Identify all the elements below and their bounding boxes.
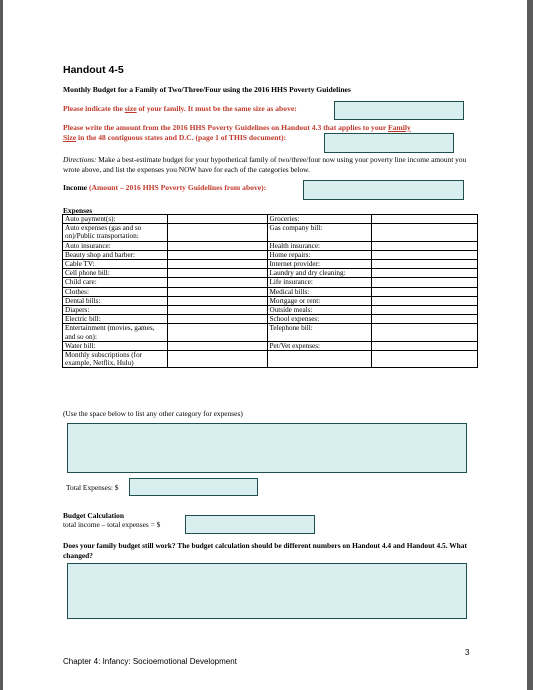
expense-row xyxy=(63,341,478,350)
expense-label-right: Gas company bill: xyxy=(267,224,372,241)
family-size-field[interactable] xyxy=(334,101,464,120)
expense-row xyxy=(63,306,478,315)
expense-amount-cell[interactable] xyxy=(372,306,478,315)
expenses-heading: Expenses xyxy=(63,206,93,215)
expense-row xyxy=(63,351,478,368)
amount-prompt-underlined-family: Family xyxy=(387,123,411,132)
total-expenses-label: Total Expenses: $ xyxy=(66,483,119,492)
expense-amount-cell[interactable] xyxy=(167,250,267,259)
expense-amount-cell[interactable] xyxy=(167,278,267,287)
expense-label-right: Laundry and dry cleaning: xyxy=(267,269,372,278)
expense-amount-cell[interactable] xyxy=(372,296,478,305)
expense-row xyxy=(63,296,478,305)
expense-label-left: Auto payment(s): xyxy=(63,215,168,224)
expense-amount-cell[interactable] xyxy=(372,250,478,259)
expense-amount-cell[interactable] xyxy=(167,341,267,350)
expense-amount-cell[interactable] xyxy=(167,260,267,269)
expense-label-right: Groceries: xyxy=(267,215,372,224)
expense-label-left: Monthly subscriptions (for example, Netflix, Hulu) xyxy=(63,351,168,368)
directions-label: Directions: xyxy=(63,155,97,164)
handout-title: Handout 4-5 xyxy=(63,64,124,76)
income-label: Income xyxy=(63,183,88,192)
size-prompt xyxy=(63,104,297,114)
expense-amount-cell[interactable] xyxy=(167,269,267,278)
expense-amount-cell[interactable] xyxy=(372,215,478,224)
expense-amount-cell[interactable] xyxy=(167,306,267,315)
expenses-table xyxy=(62,214,478,368)
expense-amount-cell[interactable] xyxy=(372,269,478,278)
income-label-line xyxy=(63,183,266,192)
expense-amount-cell[interactable] xyxy=(167,324,267,341)
amount-prompt-text-end: in the 48 contiguous states and D.C. (page 1 of THIS document): xyxy=(76,133,287,142)
expense-label-left: Clothes: xyxy=(63,287,168,296)
expense-row xyxy=(63,269,478,278)
amount-prompt-line1 xyxy=(63,123,411,133)
chapter-footer: Chapter 4: Infancy: Socioemotional Development xyxy=(63,657,237,666)
amount-prompt-text: Please write the amount from the 2016 HHS Poverty Guidelines on Handout 4.3 that applies to your xyxy=(63,123,388,132)
expense-amount-cell[interactable] xyxy=(167,215,267,224)
expense-label-right xyxy=(267,351,372,368)
directions-text: Make a best-estimate budget for your hypothetical family of two/three/four now using your poverty line income amount you wrote above, and list the expenses you NOW have for each of the categories below. xyxy=(63,155,467,174)
expense-amount-cell[interactable] xyxy=(167,315,267,324)
budget-calculation-field[interactable] xyxy=(185,515,315,534)
handout-subtitle: Monthly Budget for a Family of Two/Three/Four using the 2016 HHS Poverty Guidelines xyxy=(63,85,351,94)
expense-label-left: Cell phone bill: xyxy=(63,269,168,278)
expense-amount-cell[interactable] xyxy=(167,296,267,305)
other-expenses-label: (Use the space below to list any other category for expenses) xyxy=(63,409,243,418)
expense-row xyxy=(63,324,478,341)
expense-label-right: Internet provider: xyxy=(267,260,372,269)
expense-amount-cell[interactable] xyxy=(167,351,267,368)
expense-label-left: Entertainment (movies, games, and so on): xyxy=(63,324,168,341)
expense-label-left: Electric bill: xyxy=(63,315,168,324)
expense-amount-cell[interactable] xyxy=(372,260,478,269)
expense-label-right: Mortgage or rent: xyxy=(267,296,372,305)
expense-row xyxy=(63,215,478,224)
expense-amount-cell[interactable] xyxy=(372,287,478,296)
expense-amount-cell[interactable] xyxy=(372,224,478,241)
expense-row xyxy=(63,224,478,241)
expense-label-left: Cable TV: xyxy=(63,260,168,269)
expense-amount-cell[interactable] xyxy=(167,287,267,296)
budget-calculation-title: Budget Calculation xyxy=(63,511,124,520)
expense-label-right: Medical bills: xyxy=(267,287,372,296)
expense-label-left: Child care: xyxy=(63,278,168,287)
expense-label-right: Outside meals: xyxy=(267,306,372,315)
other-expenses-field[interactable] xyxy=(67,423,467,473)
size-prompt-text: Please indicate the xyxy=(63,104,125,113)
expense-amount-cell[interactable] xyxy=(372,341,478,350)
expense-row xyxy=(63,250,478,259)
expense-amount-cell[interactable] xyxy=(372,351,478,368)
budget-calculation-line: total income – total expenses = $ xyxy=(63,520,161,529)
total-expenses-field[interactable] xyxy=(129,478,258,496)
expense-amount-cell[interactable] xyxy=(372,315,478,324)
amount-prompt-line2 xyxy=(63,133,286,143)
size-prompt-text-end: of your family. It must be the same size as above: xyxy=(136,104,297,113)
expense-label-left: Dental bills: xyxy=(63,296,168,305)
directions xyxy=(63,155,483,175)
expense-label-right: Home repairs: xyxy=(267,250,372,259)
document-page xyxy=(3,0,527,690)
expense-amount-cell[interactable] xyxy=(167,224,267,241)
expense-amount-cell[interactable] xyxy=(372,278,478,287)
expense-label-right: Life insurance: xyxy=(267,278,372,287)
size-prompt-underlined: size xyxy=(124,104,137,113)
expense-label-right: Health insurance: xyxy=(267,241,372,250)
expense-label-right: School expenses: xyxy=(267,315,372,324)
expense-amount-cell[interactable] xyxy=(372,324,478,341)
page-number: 3 xyxy=(465,648,470,657)
expense-label-left: Diapers: xyxy=(63,306,168,315)
income-note: (Amount – 2016 HHS Poverty Guidelines from above): xyxy=(87,183,267,192)
expense-label-left: Beauty shop and barber: xyxy=(63,250,168,259)
expense-label-left: Auto insurance: xyxy=(63,241,168,250)
expense-label-right: Telephone bill: xyxy=(267,324,372,341)
expense-label-right: Pet/Vet expenses: xyxy=(267,341,372,350)
expense-label-left: Auto expenses (gas and so on)/Public transportation: xyxy=(63,224,168,241)
expense-amount-cell[interactable] xyxy=(167,241,267,250)
what-changed-field[interactable] xyxy=(67,563,467,619)
amount-prompt-underlined-size: Size xyxy=(63,133,77,142)
budget-question: Does your family budget still work? The budget calculation should be different numbers on Handout 4.4 and Handout 4.5. What changed? xyxy=(63,541,467,560)
expense-amount-cell[interactable] xyxy=(372,241,478,250)
expense-row xyxy=(63,278,478,287)
expense-row xyxy=(63,260,478,269)
expense-label-left: Water bill: xyxy=(63,341,168,350)
expense-row xyxy=(63,287,478,296)
expense-row xyxy=(63,315,478,324)
expense-row xyxy=(63,241,478,250)
poverty-guideline-amount-field[interactable] xyxy=(324,133,454,153)
income-field[interactable] xyxy=(303,180,464,200)
